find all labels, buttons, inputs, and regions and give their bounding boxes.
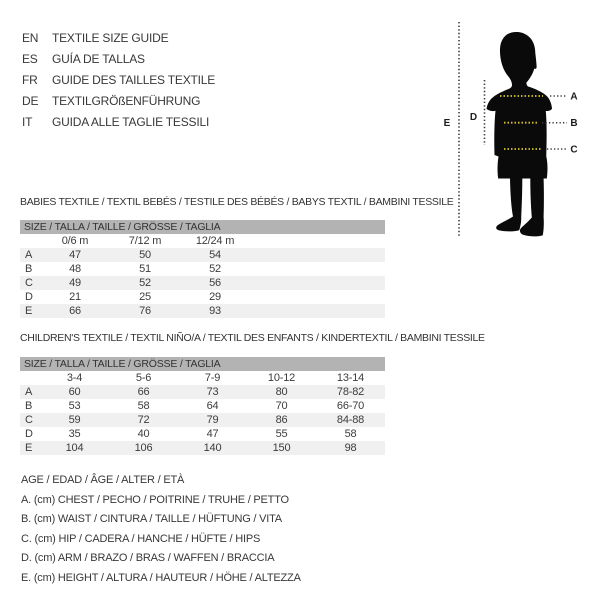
measure-label-d: D: [469, 111, 478, 123]
table-cell: 40: [137, 428, 150, 440]
table-cell: 58: [137, 400, 150, 412]
table-cell: 104: [65, 442, 84, 454]
row-label: B: [25, 400, 33, 412]
table-cell: 70: [275, 400, 288, 412]
language-row-de: [22, 91, 215, 112]
measure-label-e: E: [443, 118, 451, 130]
table-cell: 59: [68, 414, 81, 426]
filler-cell: [250, 290, 385, 304]
table-cell: 78-82: [336, 386, 365, 398]
filler-cell: [250, 262, 385, 276]
row-label: C: [25, 277, 33, 289]
measure-label-c: C: [570, 144, 578, 156]
child-silhouette: [487, 32, 553, 236]
table-cell: 106: [134, 442, 153, 454]
table-cell: 84-88: [336, 414, 365, 426]
language-label: TEXTILE SIZE GUIDE: [52, 31, 169, 45]
legend-line-height: E. (cm) HEIGHT / ALTURA / HAUTEUR / HÖHE / ALTEZZA: [21, 571, 301, 584]
size-table: [20, 371, 385, 455]
table-cell: 79: [206, 414, 219, 426]
table-cell: 47: [69, 249, 81, 261]
row-label: C: [25, 414, 33, 426]
table-row: [20, 248, 385, 262]
language-label: GUÍA DE TALLAS: [52, 52, 145, 66]
measure-label-a: A: [570, 91, 578, 103]
filler-cell: [250, 276, 385, 290]
table-row: [20, 290, 385, 304]
table-cell: 72: [137, 414, 150, 426]
babies-section-title: BABIES TEXTILE / TEXTIL BEBÉS / TESTILE DES BÉBÉS / BABYS TEXTIL / BAMBINI TESSILE: [20, 196, 454, 208]
children-section-title: CHILDREN'S TEXTILE / TEXTIL NIÑO/A / TEXTIL DES ENFANTS / KINDERTEXTIL / BAMBINI TESSILE: [20, 332, 485, 344]
table-cell: 140: [203, 442, 222, 454]
language-row-it: [22, 112, 215, 133]
table-row: [20, 399, 385, 413]
corner-cell: [20, 371, 40, 385]
language-code: ES: [22, 52, 38, 66]
children-size-table-container: [20, 371, 385, 455]
table-row: [20, 385, 385, 399]
language-code: FR: [22, 73, 38, 87]
legend-line-hip: C. (cm) HIP / CADERA / HANCHE / HÜFTE / HIPS: [21, 532, 261, 545]
table-cell: 54: [209, 249, 221, 261]
row-label: E: [25, 442, 33, 454]
table-cell: 29: [209, 291, 221, 303]
table-row: [20, 276, 385, 290]
column-header: 3-4: [66, 372, 83, 384]
size-header-bar: SIZE / TALLA / TAILLE / GRÖSSE / TAGLIA: [20, 357, 385, 371]
table-cell: 73: [206, 386, 219, 398]
column-header: 13-14: [336, 372, 365, 384]
row-label: D: [25, 291, 33, 303]
size-header-bar: SIZE / TALLA / TAILLE / GRÖSSE / TAGLIA: [20, 220, 385, 234]
row-label: D: [25, 428, 33, 440]
table-row: [20, 441, 385, 455]
column-header-row: [20, 371, 385, 385]
table-row: [20, 427, 385, 441]
table-cell: 150: [272, 442, 291, 454]
table-cell: 76: [139, 305, 151, 317]
table-cell: 50: [139, 249, 151, 261]
table-cell: 35: [68, 428, 81, 440]
table-cell: 98: [344, 442, 357, 454]
table-row: [20, 262, 385, 276]
filler-cell: [250, 248, 385, 262]
child-figure-diagram: [440, 15, 600, 240]
language-code: DE: [22, 94, 39, 108]
children-table-block: [20, 357, 385, 455]
table-cell: 21: [69, 291, 81, 303]
table-cell: 80: [275, 386, 288, 398]
measurement-legend: [21, 471, 301, 588]
row-label: A: [25, 386, 33, 398]
legend-line-age: AGE / EDAD / ÂGE / ALTER / ETÀ: [21, 474, 185, 486]
table-row: [20, 413, 385, 427]
language-row-fr: [22, 70, 215, 91]
table-cell: 52: [139, 277, 151, 289]
filler-cell: [250, 234, 385, 248]
babies-table-block: [20, 220, 385, 318]
table-cell: 48: [69, 263, 81, 275]
language-label: TEXTILGRÖßENFÜHRUNG: [52, 94, 201, 108]
legend-line-arm: D. (cm) ARM / BRAZO / BRAS / WAFFEN / BRACCIA: [21, 552, 275, 564]
language-code: IT: [22, 115, 33, 129]
language-label: GUIDA ALLE TAGLIE TESSILI: [52, 115, 210, 129]
size-table: [20, 234, 385, 318]
row-label: B: [25, 263, 33, 275]
language-row-en: [22, 28, 215, 49]
table-cell: 47: [206, 428, 219, 440]
corner-cell: [20, 234, 40, 248]
language-list: [22, 28, 215, 133]
table-cell: 86: [275, 414, 288, 426]
legend-line-waist: B. (cm) WAIST / CINTURA / TAILLE / HÜFTUNG / VITA: [21, 513, 282, 525]
column-header-row: [20, 234, 385, 248]
column-header: 0/6 m: [61, 235, 89, 247]
table-cell: 64: [206, 400, 219, 412]
table-cell: 66: [137, 386, 150, 398]
row-label: E: [25, 305, 33, 317]
table-cell: 55: [275, 428, 288, 440]
table-cell: 66-70: [336, 400, 365, 412]
table-cell: 56: [209, 277, 221, 289]
legend-line-chest: A. (cm) CHEST / PECHO / POITRINE / TRUHE / PETTO: [21, 493, 289, 506]
filler-cell: [250, 304, 385, 318]
row-label: A: [25, 249, 33, 261]
table-cell: 53: [68, 400, 81, 412]
table-row: [20, 304, 385, 318]
column-header: 7/12 m: [128, 235, 162, 247]
language-row-es: [22, 49, 215, 70]
table-cell: 49: [69, 277, 81, 289]
babies-size-table-container: [20, 234, 385, 318]
table-cell: 60: [68, 386, 81, 398]
table-cell: 58: [344, 428, 357, 440]
column-header: 10-12: [267, 372, 296, 384]
table-cell: 25: [139, 291, 151, 303]
column-header: 5-6: [135, 372, 152, 384]
table-cell: 52: [209, 263, 221, 275]
table-cell: 93: [209, 305, 221, 317]
language-label: GUIDE DES TAILLES TEXTILE: [52, 73, 216, 87]
column-header: 7-9: [204, 372, 221, 384]
table-cell: 51: [139, 263, 151, 275]
measure-label-b: B: [570, 118, 578, 130]
language-code: EN: [22, 31, 39, 45]
table-cell: 66: [69, 305, 81, 317]
column-header: 12/24 m: [195, 235, 235, 247]
